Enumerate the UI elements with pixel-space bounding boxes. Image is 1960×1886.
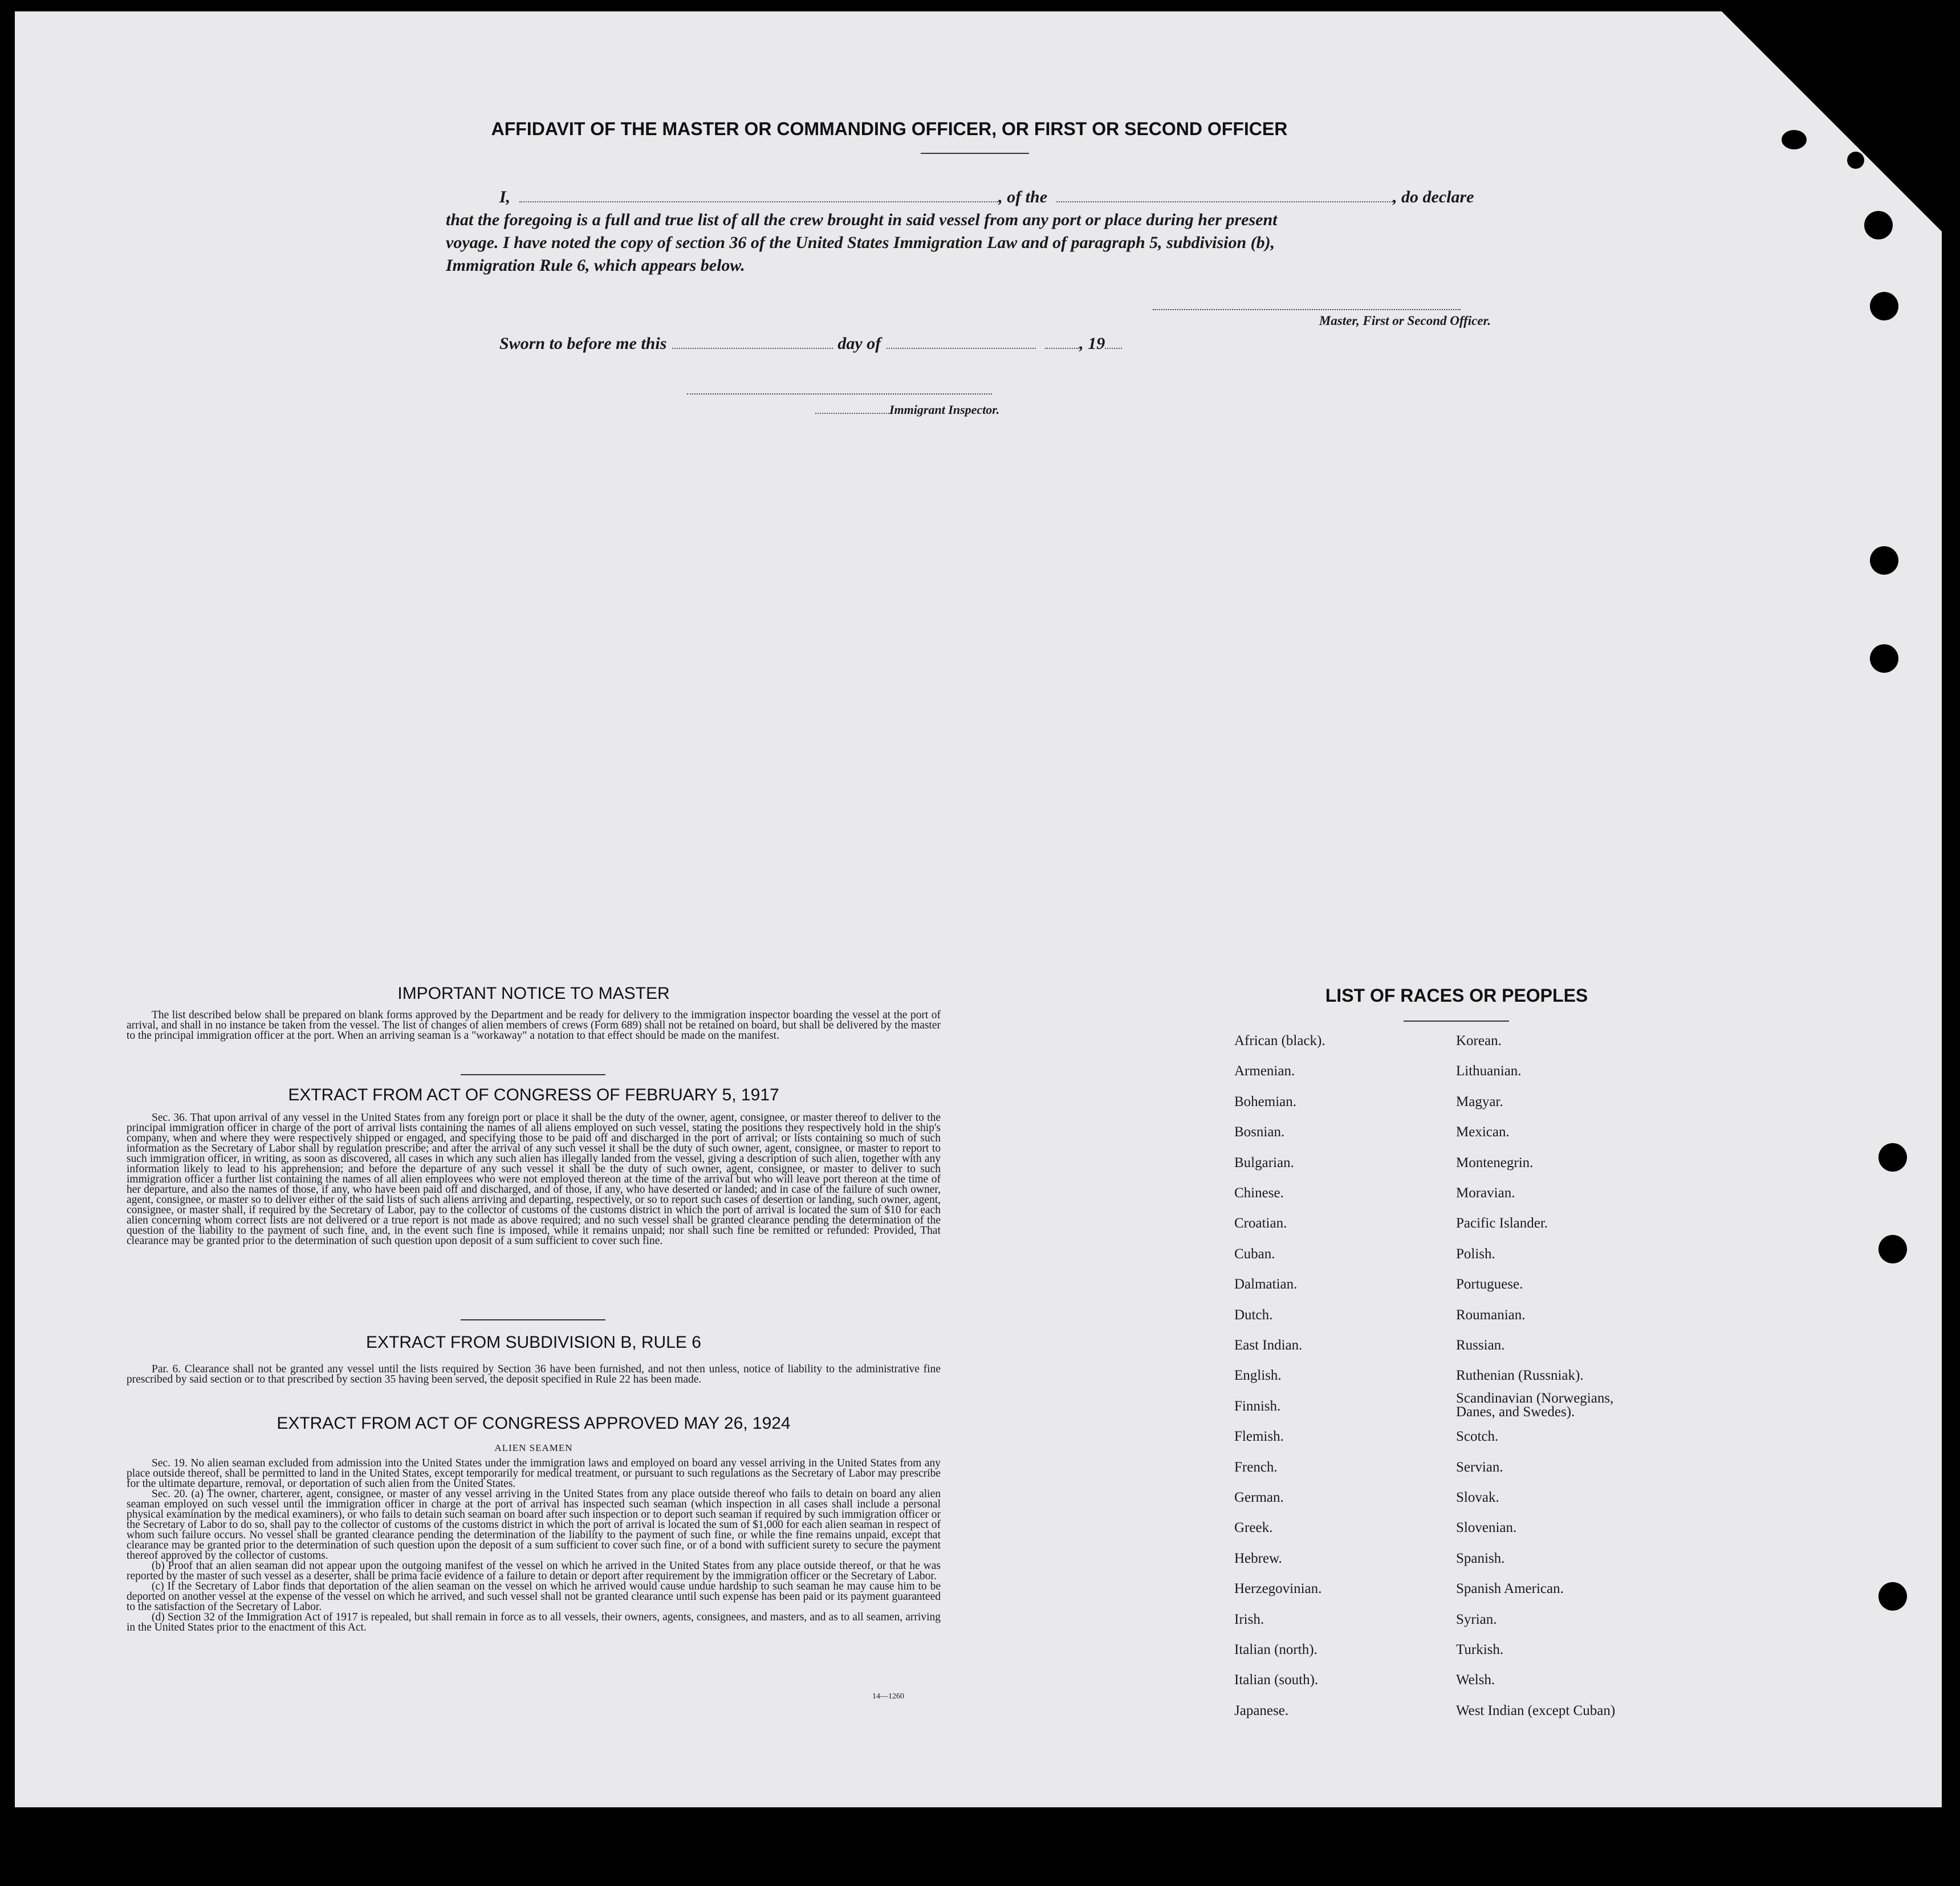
inspector-blank: [815, 412, 889, 414]
race-slovak: Slovak.: [1456, 1490, 1499, 1505]
sworn-month-blank-2: [1045, 347, 1079, 349]
extract-1917-title: EXTRACT FROM ACT OF CONGRESS OF FEBRUARY 5, 1917: [288, 1086, 779, 1104]
sworn-month-blank: [887, 347, 1036, 349]
divider: [461, 1074, 605, 1075]
vessel-blank: [1056, 201, 1393, 202]
sec-20c: (c) If the Secretary of Labor finds that deportation of the alien seaman on the vessel on which he arrived would cause undue hardship to such seaman he may cause him to be deported on another vessel at the expense of the vessel on which he arrived, and such vessel shall not be granted clearance until such expense has been paid or its payment guaranteed to the satisfaction of the Secretary of Labor.: [127, 1580, 941, 1613]
race-polish: Polish.: [1456, 1246, 1495, 1262]
race-irish: Irish.: [1234, 1611, 1264, 1627]
race-italian-south: Italian (south).: [1234, 1672, 1319, 1688]
race-bohemian: Bohemian.: [1234, 1094, 1297, 1109]
race-russian: Russian.: [1456, 1338, 1505, 1353]
divider: [1404, 1021, 1509, 1022]
race-spanish: Spanish.: [1456, 1550, 1505, 1566]
race-bosnian: Bosnian.: [1234, 1124, 1285, 1140]
extract-1917-body: Sec. 36. That upon arrival of any vessel in the United States from any foreign port or place it shall be the duty of the owner, agent, consignee, or master thereof to deliver to the principal immigration officer in charge of the port of arrival lists containing the names of all aliens employed on such vessel, stating the positions they respectively hold in the ship's company, when and where they were respectively shipped or engaged, and specifying those to be paid off and discharged in the port of arrival; or lists containing so much of such information as the Secretary of Labor shall by regulation prescribe; and after the arrival of any such vessel it shall be the duty of such owner, agent, consignee, or master to report to such immigration officer, in writing, as soon as discovered, all cases in which any such alien has illegally landed from the vessel, giving a description of such alien, together with any information likely to lead to his apprehension; and before the departure of any such vessel it shall be the duty of such owner, agent, consignee, or master to deliver to such immigration officer a further list containing the names of all alien employees who were not employed thereon at the time of the arrival but who will leave port thereon at the time of her departure, and also the names of those, if any, who have been paid off and discharged, and of those, if any, who have deserted or landed; and in case of the failure of such owner, agent, consignee, or master so to deliver either of the said lists of such aliens arriving and departing, respectively, or so to report such cases of desertion or landing, such owner, agent, consignee, or master shall, if required by the Secretary of Labor, pay to the collector of customs of the customs district in which the port of arrival is located the sum of $10 for each alien concerning whom correct lists are not delivered or a true report is not made as above required; and no such vessel shall be granted clearance pending the determination of the question of the liability to the payment of such fine, and, in the event such fine is imposed, while it remains unpaid; nor shall such fine be remitted or refunded: Provided, That clearance may be granted prior to the determination of such question upon deposit of a sum sufficient to cover such fine.: [127, 1112, 941, 1247]
sworn-year-blank: [1105, 347, 1122, 349]
race-roumanian: Roumanian.: [1456, 1307, 1526, 1323]
sec-20b: (b) Proof that an alien seaman did not appear upon the outgoing manifest of the vessel on which he arrived in the United States from any place outside thereof, or that he was reported by the master of such vessel as a deserter, shall be prima facie evidence of a failure to detain or deport after requirement by the immigration officer or the Secretary of Labor.: [127, 1560, 941, 1582]
affidavit-declaration: [446, 186, 1506, 277]
race-herzegovinian: Herzegovinian.: [1234, 1581, 1322, 1597]
punch-hole-icon: [1878, 1582, 1907, 1611]
signature-line: [1153, 309, 1461, 310]
divider: [921, 153, 1029, 154]
punch-hole-icon: [1847, 152, 1864, 169]
sworn-day-blank: [672, 347, 833, 349]
punch-hole-icon: [1870, 644, 1898, 673]
race-armenian: Armenian.: [1234, 1063, 1295, 1079]
race-flemish: Flemish.: [1234, 1429, 1284, 1445]
race-mexican: Mexican.: [1456, 1124, 1510, 1140]
race-cuban: Cuban.: [1234, 1246, 1275, 1262]
declaration-line-3: voyage. I have noted the copy of section 36 of the United States Immigration Law and of paragraph 5, subdivision (b),: [446, 233, 1275, 252]
sec-19: Sec. 19. No alien seaman excluded from admission into the United States under the immigration laws and employed on board any vessel arriving in the United States from any place outside thereof, shall be permitted to land in the United States, except temporarily for medical treatment, or pursuant to such regulations as the Secretary of Labor may prescribe for the ultimate departure, removal, or deportation of such alien from the United States.: [127, 1457, 941, 1490]
race-hebrew: Hebrew.: [1234, 1550, 1282, 1566]
affidavit-title: AFFIDAVIT OF THE MASTER OR COMMANDING OFFICER, OR FIRST OR SECOND OFFICER: [491, 119, 1288, 139]
extract-rule6-title: EXTRACT FROM SUBDIVISION B, RULE 6: [366, 1333, 701, 1352]
race-scandinavian-norwegians-danes-and-swedes: Scandinavian (Norwegians, Danes, and Swedes).: [1456, 1390, 1614, 1420]
race-slovenian: Slovenian.: [1456, 1520, 1517, 1536]
declaration-of-the: , of the: [998, 188, 1048, 206]
race-spanish-american: Spanish American.: [1456, 1581, 1564, 1597]
race-finnish: Finnish.: [1234, 1398, 1281, 1414]
form-number: 14—1260: [872, 1692, 904, 1701]
race-italian-north: Italian (north).: [1234, 1642, 1317, 1657]
sworn-line: [499, 334, 1122, 353]
sec-20a: Sec. 20. (a) The owner, charterer, agent, consignee, or master of any vessel arriving in the United States from any place outside thereof who fails to detain on board any alien seaman employed on such vessel until the immigration officer in charge at the port of arrival has inspected such seaman (which inspection in all cases shall include a personal physical examination by the medical examiners), or who fails to detain such seaman on board after such inspection or to deport such seaman if required by such immigration officer or the Secretary of Labor to do so, shall pay to the collector of customs of the customs district in which the port of arrival is located the sum of $1,000 for each alien seaman in respect of whom such failure occurs. No vessel shall be granted clearance pending the determination of the liability to the payment of such fine, or while the fine remains unpaid, except that clearance may be granted prior to the determination of such question upon the deposit of a sum sufficient to cover such fine, or of a bond with sufficient surety to secure the payment thereof approved by the collector of customs.: [127, 1488, 941, 1562]
clipped-corner: [1710, 0, 1950, 239]
divider: [461, 1319, 605, 1320]
race-dalmatian: Dalmatian.: [1234, 1277, 1298, 1292]
punch-hole-icon: [1878, 1143, 1907, 1172]
race-welsh: Welsh.: [1456, 1672, 1495, 1688]
extract-1924-title: EXTRACT FROM ACT OF CONGRESS APPROVED MAY 26, 1924: [276, 1414, 791, 1433]
race-african-black: African (black).: [1234, 1033, 1325, 1048]
race-korean: Korean.: [1456, 1033, 1502, 1048]
race-moravian: Moravian.: [1456, 1185, 1515, 1201]
race-magyar: Magyar.: [1456, 1094, 1503, 1109]
race-bulgarian: Bulgarian.: [1234, 1155, 1294, 1170]
race-pacific-islander: Pacific Islander.: [1456, 1216, 1548, 1231]
race-english: English.: [1234, 1368, 1282, 1384]
race-east-indian: East Indian.: [1234, 1338, 1303, 1353]
race-german: German.: [1234, 1490, 1284, 1505]
declaration-i: I,: [499, 188, 511, 206]
notice-body: The list described below shall be prepared on blank forms approved by the Department and be ready for delivery to the immigration inspector boarding the vessel at the port of arrival, and shall in no instance be taken from the vessel. The list of changes of alien members of crews (Form 689) shall not be retained on board, but shall be delivered by the master to the principal immigration officer at the port. When an arriving seaman is a "workaway" a notation to that effect should be made on the manifest.: [127, 1009, 941, 1042]
declaration-line-4: Immigration Rule 6, which appears below.: [446, 256, 745, 275]
punch-hole-icon: [1870, 292, 1898, 320]
extract-1924-subtitle: ALIEN SEAMEN: [494, 1442, 573, 1453]
sworn-year: , 19: [1079, 334, 1105, 353]
race-lithuanian: Lithuanian.: [1456, 1063, 1522, 1079]
punch-hole-icon: [1878, 1235, 1907, 1263]
punch-hole-icon: [1782, 130, 1807, 149]
race-croatian: Croatian.: [1234, 1216, 1287, 1231]
extract-1924-body: [127, 1458, 941, 1633]
sworn-day-of: day of: [837, 334, 881, 353]
race-syrian: Syrian.: [1456, 1611, 1497, 1627]
race-portuguese: Portuguese.: [1456, 1277, 1523, 1292]
inspector-row: [815, 403, 999, 417]
race-west-indian-except-cuban: West Indian (except Cuban): [1456, 1702, 1616, 1718]
sec-20d: (d) Section 32 of the Immigration Act of 1917 is repealed, but shall remain in force as to all vessels, their owners, agents, consignees, and masters, and as to all seamen, arriving in the United States prior to the enactment of this Act.: [127, 1611, 941, 1633]
race-japanese: Japanese.: [1234, 1702, 1289, 1718]
race-dutch: Dutch.: [1234, 1307, 1273, 1323]
races-title: LIST OF RACES OR PEOPLES: [1325, 985, 1588, 1006]
race-montenegrin: Montenegrin.: [1456, 1155, 1534, 1170]
declaration-line-2: that the foregoing is a full and true list of all the crew brought in said vessel from any port or place during her present: [446, 210, 1278, 229]
race-greek: Greek.: [1234, 1520, 1273, 1536]
punch-hole-icon: [1864, 211, 1893, 239]
race-french: French.: [1234, 1459, 1278, 1475]
race-scotch: Scotch.: [1456, 1429, 1499, 1445]
notice-title: IMPORTANT NOTICE TO MASTER: [397, 984, 670, 1003]
declaration-do-declare: , do declare: [1393, 188, 1474, 206]
extract-rule6-body: Par. 6. Clearance shall not be granted any vessel until the lists required by Section 36 have been furnished, and not then unless, notice of liability to the administrative fine prescribed by said section or to that prescribed by section 35 having been served, the deposit specified in Rule 22 has been made.: [127, 1363, 941, 1385]
inspector-signature-line: [687, 393, 992, 395]
inspector-label: Immigrant Inspector.: [889, 403, 1000, 417]
signature-label: Master, First or Second Officer.: [1319, 314, 1491, 328]
name-blank: [519, 201, 998, 202]
race-ruthenian-russniak: Ruthenian (Russniak).: [1456, 1368, 1584, 1384]
sworn-label: Sworn to before me this: [499, 334, 667, 353]
race-servian: Servian.: [1456, 1459, 1503, 1475]
punch-hole-icon: [1870, 546, 1898, 575]
race-chinese: Chinese.: [1234, 1185, 1284, 1201]
race-turkish: Turkish.: [1456, 1642, 1504, 1657]
